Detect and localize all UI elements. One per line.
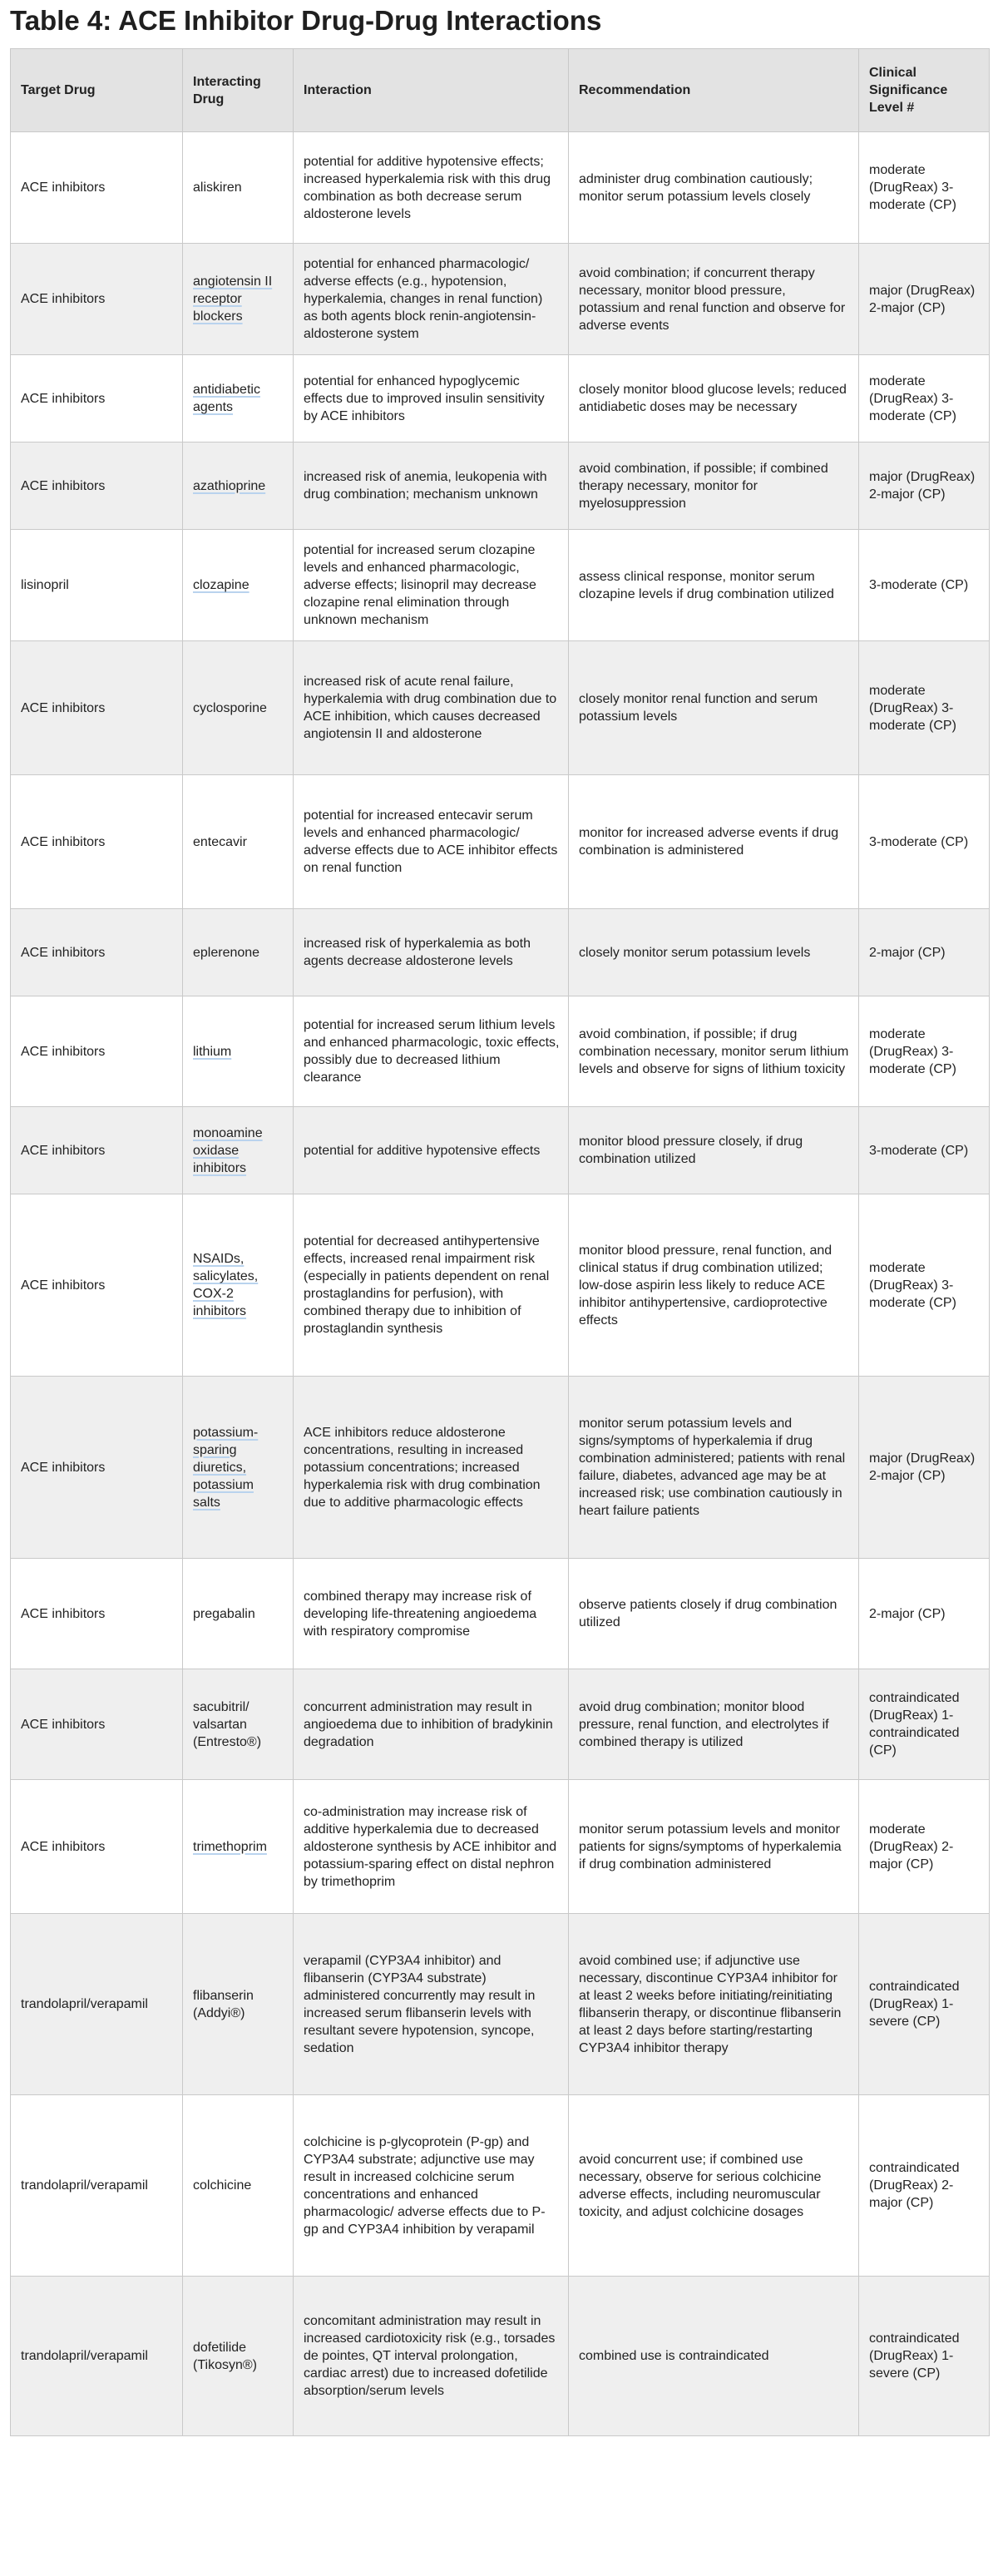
interacting-drug-link[interactable]: azathioprine [193, 478, 266, 493]
cell-interaction: potential for enhanced hypoglycemic effects due to improved insulin sensitivity by ACE inhibitors [294, 355, 569, 443]
cell-interaction: potential for enhanced pharmacologic/ adverse effects (e.g., hypotension, hyperkalemia, changes in renal function) as both agents block renin-angiotensin-aldosterone system [294, 244, 569, 355]
cell-interaction: potential for increased entecavir serum levels and enhanced pharmacologic/ adverse effects due to ACE inhibitor effects on renal function [294, 775, 569, 909]
cell-recommendation: combined use is contraindicated [569, 2277, 859, 2436]
cell-interacting-drug [183, 530, 294, 641]
cell-recommendation: monitor serum potassium levels and signs/symptoms of hyperkalemia if drug combination administered; patients with renal failure, diabetes, advanced age may be at increased risk; use combination cautiously in heart failure patients [569, 1377, 859, 1559]
table-row [11, 775, 990, 909]
cell-interaction: ACE inhibitors reduce aldosterone concentrations, resulting in increased potassium concentrations; increased hyperkalemia risk with drug combination due to additive pharmacologic effects [294, 1377, 569, 1559]
table-row [11, 443, 990, 530]
table-row [11, 355, 990, 443]
cell-interaction: increased risk of hyperkalemia as both agents decrease aldosterone levels [294, 909, 569, 996]
cell-clinical-significance: major (DrugReax) 2-major (CP) [859, 443, 990, 530]
cell-target-drug: ACE inhibitors [11, 244, 183, 355]
cell-target-drug: ACE inhibitors [11, 1194, 183, 1377]
interactions-table [10, 48, 990, 2436]
table-header-row [11, 49, 990, 132]
cell-target-drug: ACE inhibitors [11, 1780, 183, 1914]
cell-clinical-significance: 2-major (CP) [859, 1559, 990, 1669]
cell-interaction: potential for additive hypotensive effects [294, 1107, 569, 1194]
cell-target-drug: trandolapril/verapamil [11, 1914, 183, 2095]
cell-interacting-drug [183, 1107, 294, 1194]
cell-interacting-drug [183, 443, 294, 530]
interacting-drug-link[interactable]: potassium-sparing diuretics, potassium salts [193, 1425, 259, 1510]
cell-interacting-drug: aliskiren [183, 132, 294, 244]
cell-target-drug: trandolapril/verapamil [11, 2095, 183, 2277]
cell-interaction: increased risk of acute renal failure, hyperkalemia with drug combination due to ACE inhibition, which causes decreased angiotensin II and aldosterone [294, 641, 569, 775]
cell-recommendation: avoid combination; if concurrent therapy necessary, monitor blood pressure, potassium and renal function and observe for adverse events [569, 244, 859, 355]
cell-clinical-significance: major (DrugReax) 2-major (CP) [859, 1377, 990, 1559]
cell-target-drug: lisinopril [11, 530, 183, 641]
cell-clinical-significance: moderate (DrugReax) 3-moderate (CP) [859, 996, 990, 1107]
cell-target-drug: ACE inhibitors [11, 1377, 183, 1559]
cell-recommendation: avoid combined use; if adjunctive use necessary, discontinue CYP3A4 inhibitor for at least 2 weeks before initiating/reinitiating flibanserin therapy, or discontinue flibanserin at least 2 days before starting/restarting CYP3A4 inhibitor therapy [569, 1914, 859, 2095]
cell-interacting-drug: eplerenone [183, 909, 294, 996]
cell-recommendation: avoid combination, if possible; if drug combination necessary, monitor serum lithium levels and observe for signs of lithium toxicity [569, 996, 859, 1107]
cell-interaction: potential for additive hypotensive effects; increased hyperkalemia risk with this drug combination as both decrease serum aldosterone levels [294, 132, 569, 244]
cell-interacting-drug: flibanserin (Addyi®) [183, 1914, 294, 2095]
cell-recommendation: monitor serum potassium levels and monitor patients for signs/symptoms of hyperkalemia if drug combination administered [569, 1780, 859, 1914]
header-recommendation: Recommendation [569, 49, 859, 132]
cell-target-drug: ACE inhibitors [11, 132, 183, 244]
table-row [11, 244, 990, 355]
cell-target-drug: ACE inhibitors [11, 1107, 183, 1194]
table-row [11, 2095, 990, 2277]
cell-interacting-drug [183, 1780, 294, 1914]
cell-recommendation: administer drug combination cautiously; monitor serum potassium levels closely [569, 132, 859, 244]
cell-interacting-drug: colchicine [183, 2095, 294, 2277]
cell-target-drug: ACE inhibitors [11, 1669, 183, 1780]
table-row [11, 1194, 990, 1377]
table-row [11, 1559, 990, 1669]
cell-target-drug: ACE inhibitors [11, 996, 183, 1107]
cell-clinical-significance: moderate (DrugReax) 2-major (CP) [859, 1780, 990, 1914]
cell-recommendation: monitor blood pressure closely, if drug combination utilized [569, 1107, 859, 1194]
interacting-drug-link[interactable]: clozapine [193, 578, 250, 592]
cell-interaction: potential for increased serum lithium levels and enhanced pharmacologic, toxic effects, possibly due to decreased lithium clearance [294, 996, 569, 1107]
cell-clinical-significance: 3-moderate (CP) [859, 1107, 990, 1194]
table-row [11, 1377, 990, 1559]
cell-target-drug: ACE inhibitors [11, 641, 183, 775]
table-row [11, 641, 990, 775]
table-row [11, 1914, 990, 2095]
header-clinical-significance: Clinical Significance Level # [859, 49, 990, 132]
cell-clinical-significance: moderate (DrugReax) 3-moderate (CP) [859, 355, 990, 443]
cell-recommendation: observe patients closely if drug combination utilized [569, 1559, 859, 1669]
table-row [11, 996, 990, 1107]
cell-interacting-drug [183, 996, 294, 1107]
cell-interacting-drug: cyclosporine [183, 641, 294, 775]
interacting-drug-link[interactable]: trimethoprim [193, 1839, 267, 1854]
cell-interacting-drug [183, 1194, 294, 1377]
cell-interacting-drug [183, 244, 294, 355]
cell-recommendation: avoid concurrent use; if combined use necessary, observe for serious colchicine adverse effects, including neuromuscular toxicity, and adjust colchicine dosages [569, 2095, 859, 2277]
table-row [11, 1780, 990, 1914]
cell-recommendation: assess clinical response, monitor serum clozapine levels if drug combination utilized [569, 530, 859, 641]
cell-target-drug: ACE inhibitors [11, 355, 183, 443]
cell-interaction: increased risk of anemia, leukopenia with drug combination; mechanism unknown [294, 443, 569, 530]
table-row [11, 1107, 990, 1194]
cell-recommendation: closely monitor renal function and serum potassium levels [569, 641, 859, 775]
interacting-drug-link[interactable]: monoamine oxidase inhibitors [193, 1125, 263, 1175]
cell-interacting-drug: pregabalin [183, 1559, 294, 1669]
cell-interacting-drug: entecavir [183, 775, 294, 909]
cell-clinical-significance: contraindicated (DrugReax) 1-contraindicated (CP) [859, 1669, 990, 1780]
cell-clinical-significance: moderate (DrugReax) 3-moderate (CP) [859, 641, 990, 775]
table-body [11, 132, 990, 2436]
cell-interaction: potential for decreased antihypertensive effects, increased renal impairment risk (especially in patients dependent on renal prostaglandins for perfusion), with combined therapy due to inhibition of prostaglandin synthesis [294, 1194, 569, 1377]
cell-clinical-significance: 3-moderate (CP) [859, 775, 990, 909]
cell-interacting-drug: dofetilide (Tikosyn®) [183, 2277, 294, 2436]
cell-recommendation: closely monitor serum potassium levels [569, 909, 859, 996]
table-row [11, 530, 990, 641]
table-row [11, 909, 990, 996]
cell-target-drug: ACE inhibitors [11, 775, 183, 909]
page-title: Table 4: ACE Inhibitor Drug-Drug Interactions [10, 5, 602, 36]
cell-recommendation: monitor for increased adverse events if drug combination is administered [569, 775, 859, 909]
header-interaction: Interaction [294, 49, 569, 132]
cell-target-drug: ACE inhibitors [11, 1559, 183, 1669]
cell-target-drug: ACE inhibitors [11, 443, 183, 530]
cell-recommendation: closely monitor blood glucose levels; reduced antidiabetic doses may be necessary [569, 355, 859, 443]
cell-interaction: concomitant administration may result in increased cardiotoxicity risk (e.g., torsades de pointes, QT interval prolongation, cardiac arrest) due to increased dofetilide absorption/serum levels [294, 2277, 569, 2436]
cell-interaction: verapamil (CYP3A4 inhibitor) and flibanserin (CYP3A4 substrate) administered concurrently may result in increased serum flibanserin levels with resultant severe hypotension, syncope, sedation [294, 1914, 569, 2095]
interacting-drug-link[interactable]: angiotensin II receptor blockers [193, 274, 273, 324]
interacting-drug-link[interactable]: lithium [193, 1044, 232, 1059]
cell-target-drug: trandolapril/verapamil [11, 2277, 183, 2436]
cell-clinical-significance: contraindicated (DrugReax) 1-severe (CP) [859, 1914, 990, 2095]
cell-recommendation: monitor blood pressure, renal function, and clinical status if drug combination utilized; low-dose aspirin less likely to reduce ACE inhibitor antihypertensive, cardioprotective effects [569, 1194, 859, 1377]
cell-interaction: concurrent administration may result in angioedema due to inhibition of bradykinin degradation [294, 1669, 569, 1780]
cell-interacting-drug [183, 355, 294, 443]
cell-clinical-significance: major (DrugReax) 2-major (CP) [859, 244, 990, 355]
interacting-drug-link[interactable]: NSAIDs, salicylates, COX-2 inhibitors [193, 1252, 259, 1318]
cell-interaction: colchicine is p-glycoprotein (P-gp) and CYP3A4 substrate; adjunctive use may result in increased colchicine serum concentrations and enhanced pharmacologic/ adverse effects due to P-gp and CYP3A4 inhibition by verapamil [294, 2095, 569, 2277]
cell-recommendation: avoid drug combination; monitor blood pressure, renal function, and electrolytes if combined therapy is utilized [569, 1669, 859, 1780]
interacting-drug-link[interactable]: antidiabetic agents [193, 383, 260, 414]
table-row [11, 132, 990, 244]
cell-interaction: co-administration may increase risk of additive hyperkalemia due to decreased aldosterone synthesis by ACE inhibitor and potassium-sparing effect on distal nephron by trimethoprim [294, 1780, 569, 1914]
cell-clinical-significance: moderate (DrugReax) 3-moderate (CP) [859, 132, 990, 244]
table-row [11, 2277, 990, 2436]
table-row [11, 1669, 990, 1780]
cell-target-drug: ACE inhibitors [11, 909, 183, 996]
cell-clinical-significance: moderate (DrugReax) 3-moderate (CP) [859, 1194, 990, 1377]
cell-interaction: potential for increased serum clozapine levels and enhanced pharmacologic, adverse effects; lisinopril may decrease clozapine renal elimination through unknown mechanism [294, 530, 569, 641]
cell-clinical-significance: 2-major (CP) [859, 909, 990, 996]
header-interacting-drug: Interacting Drug [183, 49, 294, 132]
cell-recommendation: avoid combination, if possible; if combined therapy necessary, monitor for myelosuppression [569, 443, 859, 530]
cell-clinical-significance: 3-moderate (CP) [859, 530, 990, 641]
cell-interacting-drug: sacubitril/ valsartan (Entresto®) [183, 1669, 294, 1780]
cell-interacting-drug [183, 1377, 294, 1559]
cell-interaction: combined therapy may increase risk of developing life-threatening angioedema with respiratory compromise [294, 1559, 569, 1669]
cell-clinical-significance: contraindicated (DrugReax) 1-severe (CP) [859, 2277, 990, 2436]
header-target-drug: Target Drug [11, 49, 183, 132]
cell-clinical-significance: contraindicated (DrugReax) 2-major (CP) [859, 2095, 990, 2277]
